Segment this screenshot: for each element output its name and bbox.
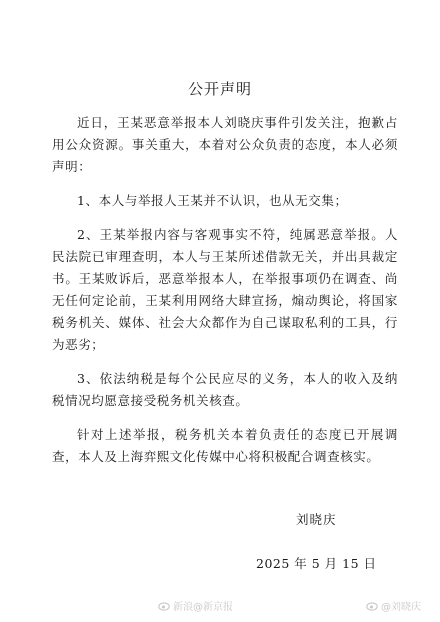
- document-body: [52, 112, 398, 480]
- statement-item-2: 2、王某举报内容与客观事实不符，纯属恶意举报。人民法院已审理查明，本人与王某所述借款无关，并出具裁定书。王某败诉后，恶意举报本人，在举报事项仍在调查、尚无任何定论前，王某利用网络大肆宣扬，煽动舆论，将国家税务机关、媒体、社会大众都作为自己谋取私利的工具，行为恶劣；: [52, 227, 398, 352]
- intro-paragraph: 近日，王某恶意举报本人刘晓庆事件引发关注，抱歉占用公众资源。事关重大，本着对公众负责的态度，本人必须声明：: [52, 115, 398, 174]
- watermark-right-text: @刘晓庆: [381, 602, 421, 613]
- statement-item-1: 1、本人与举报人王某并不认识，也从无交集；: [77, 193, 348, 208]
- watermark-right: [366, 598, 421, 613]
- document-title: 公开声明: [187, 80, 252, 98]
- watermark-left-text: 新浪@新京报: [173, 602, 233, 613]
- statement-item-3: 3、依法纳税是每个公民应尽的义务，本人的收入及纳税情况均愿意接受税务机关核查。: [52, 371, 398, 408]
- signature: 刘晓庆: [296, 512, 337, 527]
- statement-date: 2025 年 5 月 15 日: [256, 556, 377, 571]
- watermark-bar: [0, 598, 440, 618]
- weibo-eye-icon: [366, 601, 378, 611]
- weibo-eye-icon: [158, 601, 170, 611]
- closing-paragraph: 针对上述举报，税务机关本着负责任的态度已开展调查，本人及上海弈熙文化传媒中心将积极配合调查核实。: [52, 427, 398, 464]
- watermark-left: [158, 598, 233, 613]
